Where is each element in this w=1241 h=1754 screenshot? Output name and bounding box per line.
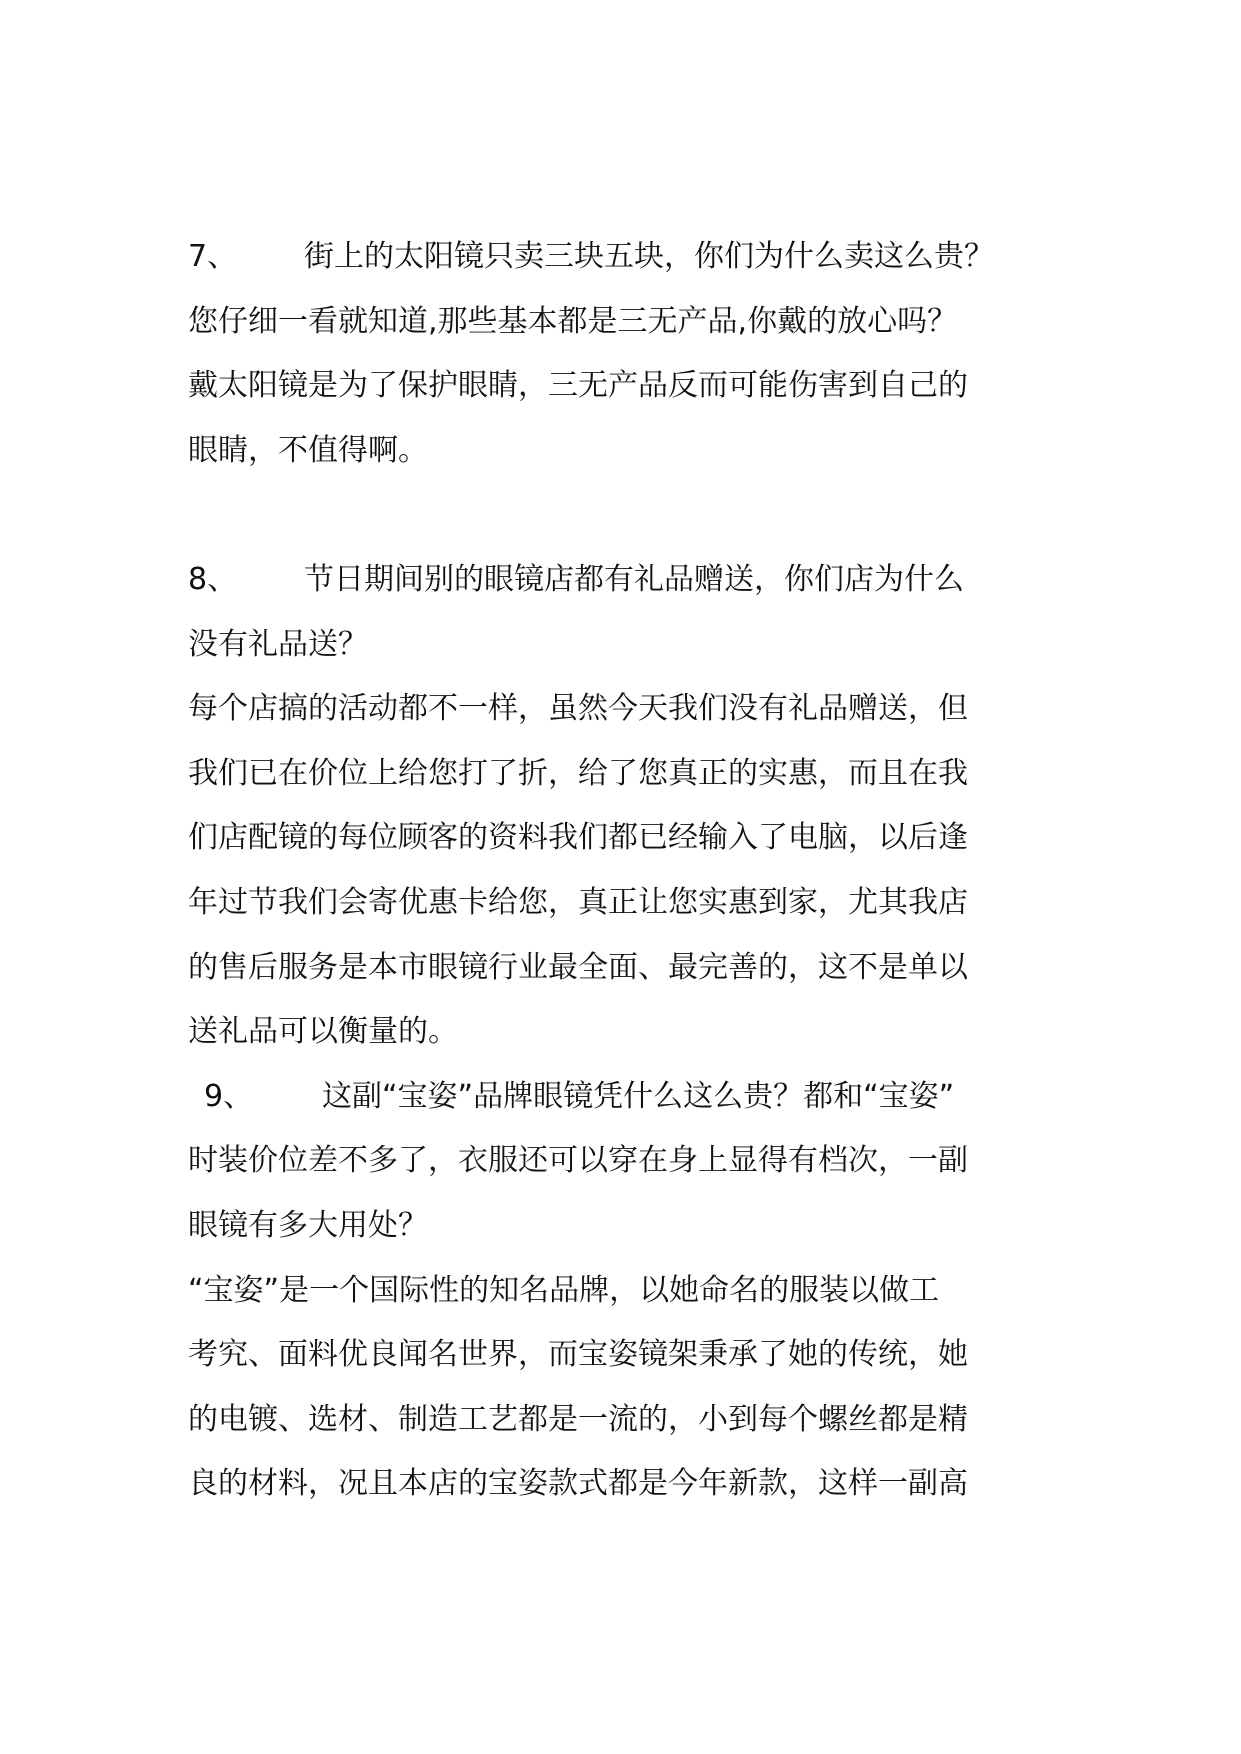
document-body [188,225,1068,1517]
question-7 [188,225,1068,290]
question-9 [188,1065,1068,1130]
answer-line: 考究、面料优良闻名世界，而宝姿镜架秉承了她的传统，她 [188,1337,968,1373]
question-text: 节日期间别的眼镜店都有礼品赠送，你们店为什么 [304,561,964,597]
question-text: 街上的太阳镜只卖三块五块，你们为什么卖这么贵？ [304,239,994,274]
answer-line: 良的材料，况且本店的宝姿款式都是今年新款，这样一副高 [188,1466,968,1502]
question-text-line: 眼镜有多大用处？ [188,1207,428,1243]
question-text: 这副“宝姿”品牌眼镜凭什么这么贵？都和“宝姿” [322,1078,955,1114]
answer-line: 我们已在价位上给您打了折，给了您真正的实惠，而且在我 [188,755,968,791]
question-number: 8、 [188,561,238,597]
answer-line: 年过节我们会寄优惠卡给您，真正让您实惠到家，尤其我店 [188,884,968,920]
answer-line: 们店配镜的每位顾客的资料我们都已经输入了电脑，以后逢 [188,820,968,856]
question-text-line: 时装价位差不多了，衣服还可以穿在身上显得有档次，一副 [188,1143,968,1179]
answer-line: 送礼品可以衡量的。 [188,1014,458,1050]
answer-line: 戴太阳镜是为了保护眼睛，三无产品反而可能伤害到自己的 [188,368,968,404]
answer-line: “宝姿”是一个国际性的知名品牌，以她命名的服装以做工 [188,1272,940,1308]
question-text-line: 没有礼品送？ [188,626,368,662]
answer-line: 的售后服务是本市眼镜行业最全面、最完善的，这不是单以 [188,949,968,985]
question-number: 9、 [204,1078,254,1114]
answer-line: 每个店搞的活动都不一样，虽然今天我们没有礼品赠送，但 [188,691,968,727]
question-8 [188,548,1068,613]
paragraph-gap [188,483,1068,548]
answer-line: 您仔细一看就知道,那些基本都是三无产品,你戴的放心吗？ [188,303,958,339]
answer-line: 的电镀、选材、制造工艺都是一流的，小到每个螺丝都是精 [188,1401,968,1437]
answer-line: 眼睛，不值得啊。 [188,432,428,468]
question-number: 7、 [188,239,238,274]
